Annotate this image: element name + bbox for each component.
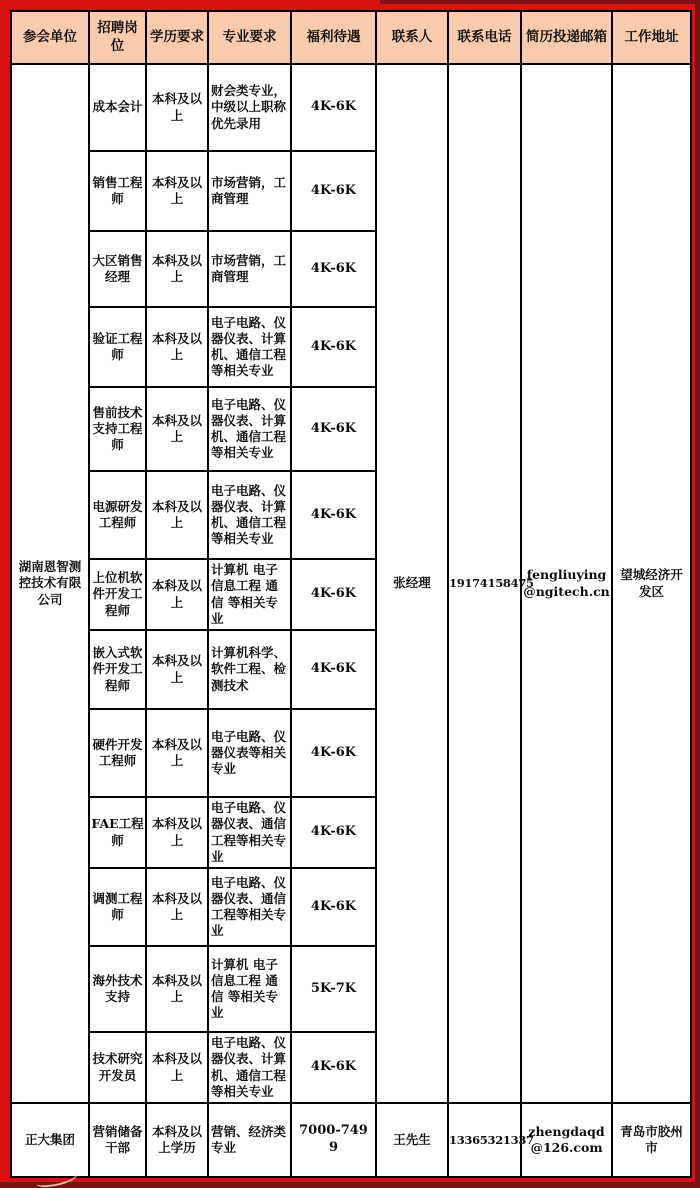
column-header: 联系人	[376, 11, 448, 64]
column-header: 专业要求	[208, 11, 291, 64]
position-title-cell: 销售工程师	[89, 151, 146, 231]
education-cell: 本科及以上	[146, 946, 208, 1032]
column-header: 参会单位	[11, 11, 89, 64]
contact-phone-cell: 19174158475	[448, 64, 521, 1103]
salary-cell: 4K-6K	[291, 559, 376, 630]
education-cell: 本科及以上	[146, 630, 208, 709]
table-row	[11, 1103, 691, 1177]
column-header: 简历投递邮箱	[521, 11, 612, 64]
education-cell: 本科及以上	[146, 797, 208, 868]
education-cell: 本科及以上	[146, 387, 208, 471]
education-cell: 本科及以上	[146, 231, 208, 307]
column-header: 学历要求	[146, 11, 208, 64]
salary-cell: 4K-6K	[291, 797, 376, 868]
major-cell: 市场营销，工商管理	[208, 231, 291, 307]
position-title-cell: 电源研发工程师	[89, 471, 146, 559]
company-name-cell: 正大集团	[11, 1103, 89, 1177]
major-cell: 营销、经济类专业	[208, 1103, 291, 1177]
education-cell: 本科及以上学历	[146, 1103, 208, 1177]
major-cell: 电子电路、仪器仪表、计算机、通信工程等相关专业	[208, 307, 291, 387]
position-title-cell: 嵌入式软件开发工程师	[89, 630, 146, 709]
position-title-cell: 营销储备干部	[89, 1103, 146, 1177]
top-dark-edge	[380, 0, 700, 4]
salary-cell: 5K-7K	[291, 946, 376, 1032]
position-title-cell: 调测工程师	[89, 868, 146, 946]
email-cell: zhengdaqd@126.com	[521, 1103, 612, 1177]
position-title-cell: 成本会计	[89, 64, 146, 151]
education-cell: 本科及以上	[146, 307, 208, 387]
salary-cell: 4K-6K	[291, 630, 376, 709]
column-header: 招聘岗位	[89, 11, 146, 64]
column-header: 工作地址	[612, 11, 691, 64]
salary-cell: 4K-6K	[291, 307, 376, 387]
position-title-cell: 大区销售经理	[89, 231, 146, 307]
column-header: 联系电话	[448, 11, 521, 64]
major-cell: 市场营销，工商管理	[208, 151, 291, 231]
salary-cell: 4K-6K	[291, 471, 376, 559]
salary-cell: 4K-6K	[291, 1032, 376, 1103]
major-cell: 电子电路、仪器仪表、通信工程等相关专业	[208, 797, 291, 868]
contact-person-cell: 王先生	[376, 1103, 448, 1177]
major-cell: 电子电路、仪器仪表、计算机、通信工程等相关专业	[208, 1032, 291, 1103]
position-title-cell: 验证工程师	[89, 307, 146, 387]
salary-cell: 4K-6K	[291, 64, 376, 151]
salary-cell: 4K-6K	[291, 231, 376, 307]
column-header: 福利待遇	[291, 11, 376, 64]
major-cell: 电子电路、仪器仪表、计算机、通信工程等相关专业	[208, 387, 291, 471]
work-address-cell: 青岛市胶州市	[612, 1103, 691, 1177]
header-row	[11, 11, 691, 64]
table-row	[11, 64, 691, 151]
email-cell: fengliuying@ngitech.cn	[521, 64, 612, 1103]
salary-cell: 4K-6K	[291, 709, 376, 797]
major-cell: 财会类专业，中级以上职称优先录用	[208, 64, 291, 151]
education-cell: 本科及以上	[146, 64, 208, 151]
table-header	[11, 11, 691, 64]
major-cell: 电子电路、仪器仪表、通信工程等相关专业	[208, 868, 291, 946]
job-fair-table	[10, 10, 692, 1178]
salary-cell: 4K-6K	[291, 387, 376, 471]
major-cell: 计算机 电子信息工程 通信 等相关专业	[208, 559, 291, 630]
education-cell: 本科及以上	[146, 471, 208, 559]
education-cell: 本科及以上	[146, 709, 208, 797]
right-dark-edge	[695, 0, 700, 1188]
position-title-cell: 硬件开发工程师	[89, 709, 146, 797]
position-title-cell: 售前技术支持工程师	[89, 387, 146, 471]
major-cell: 电子电路、仪器仪表、计算机、通信工程等相关专业	[208, 471, 291, 559]
education-cell: 本科及以上	[146, 1032, 208, 1103]
position-title-cell: 上位机软件开发工程师	[89, 559, 146, 630]
position-title-cell: 海外技术支持	[89, 946, 146, 1032]
major-cell: 计算机 电子信息工程 通信 等相关专业	[208, 946, 291, 1032]
salary-cell: 4K-6K	[291, 868, 376, 946]
education-cell: 本科及以上	[146, 868, 208, 946]
major-cell: 电子电路、仪器仪表等相关专业	[208, 709, 291, 797]
major-cell: 计算机科学、软件工程、检测技术	[208, 630, 291, 709]
education-cell: 本科及以上	[146, 151, 208, 231]
position-title-cell: 技术研究开发员	[89, 1032, 146, 1103]
salary-cell: 7000-7499	[291, 1103, 376, 1177]
contact-person-cell: 张经理	[376, 64, 448, 1103]
work-address-cell: 望城经济开发区	[612, 64, 691, 1103]
table-body	[11, 64, 691, 1177]
bottom-dark-edge	[0, 1182, 700, 1188]
contact-phone-cell: 13365321337	[448, 1103, 521, 1177]
position-title-cell: FAE工程师	[89, 797, 146, 868]
salary-cell: 4K-6K	[291, 151, 376, 231]
company-name-cell: 湖南恩智测控技术有限公司	[11, 64, 89, 1103]
education-cell: 本科及以上	[146, 559, 208, 630]
